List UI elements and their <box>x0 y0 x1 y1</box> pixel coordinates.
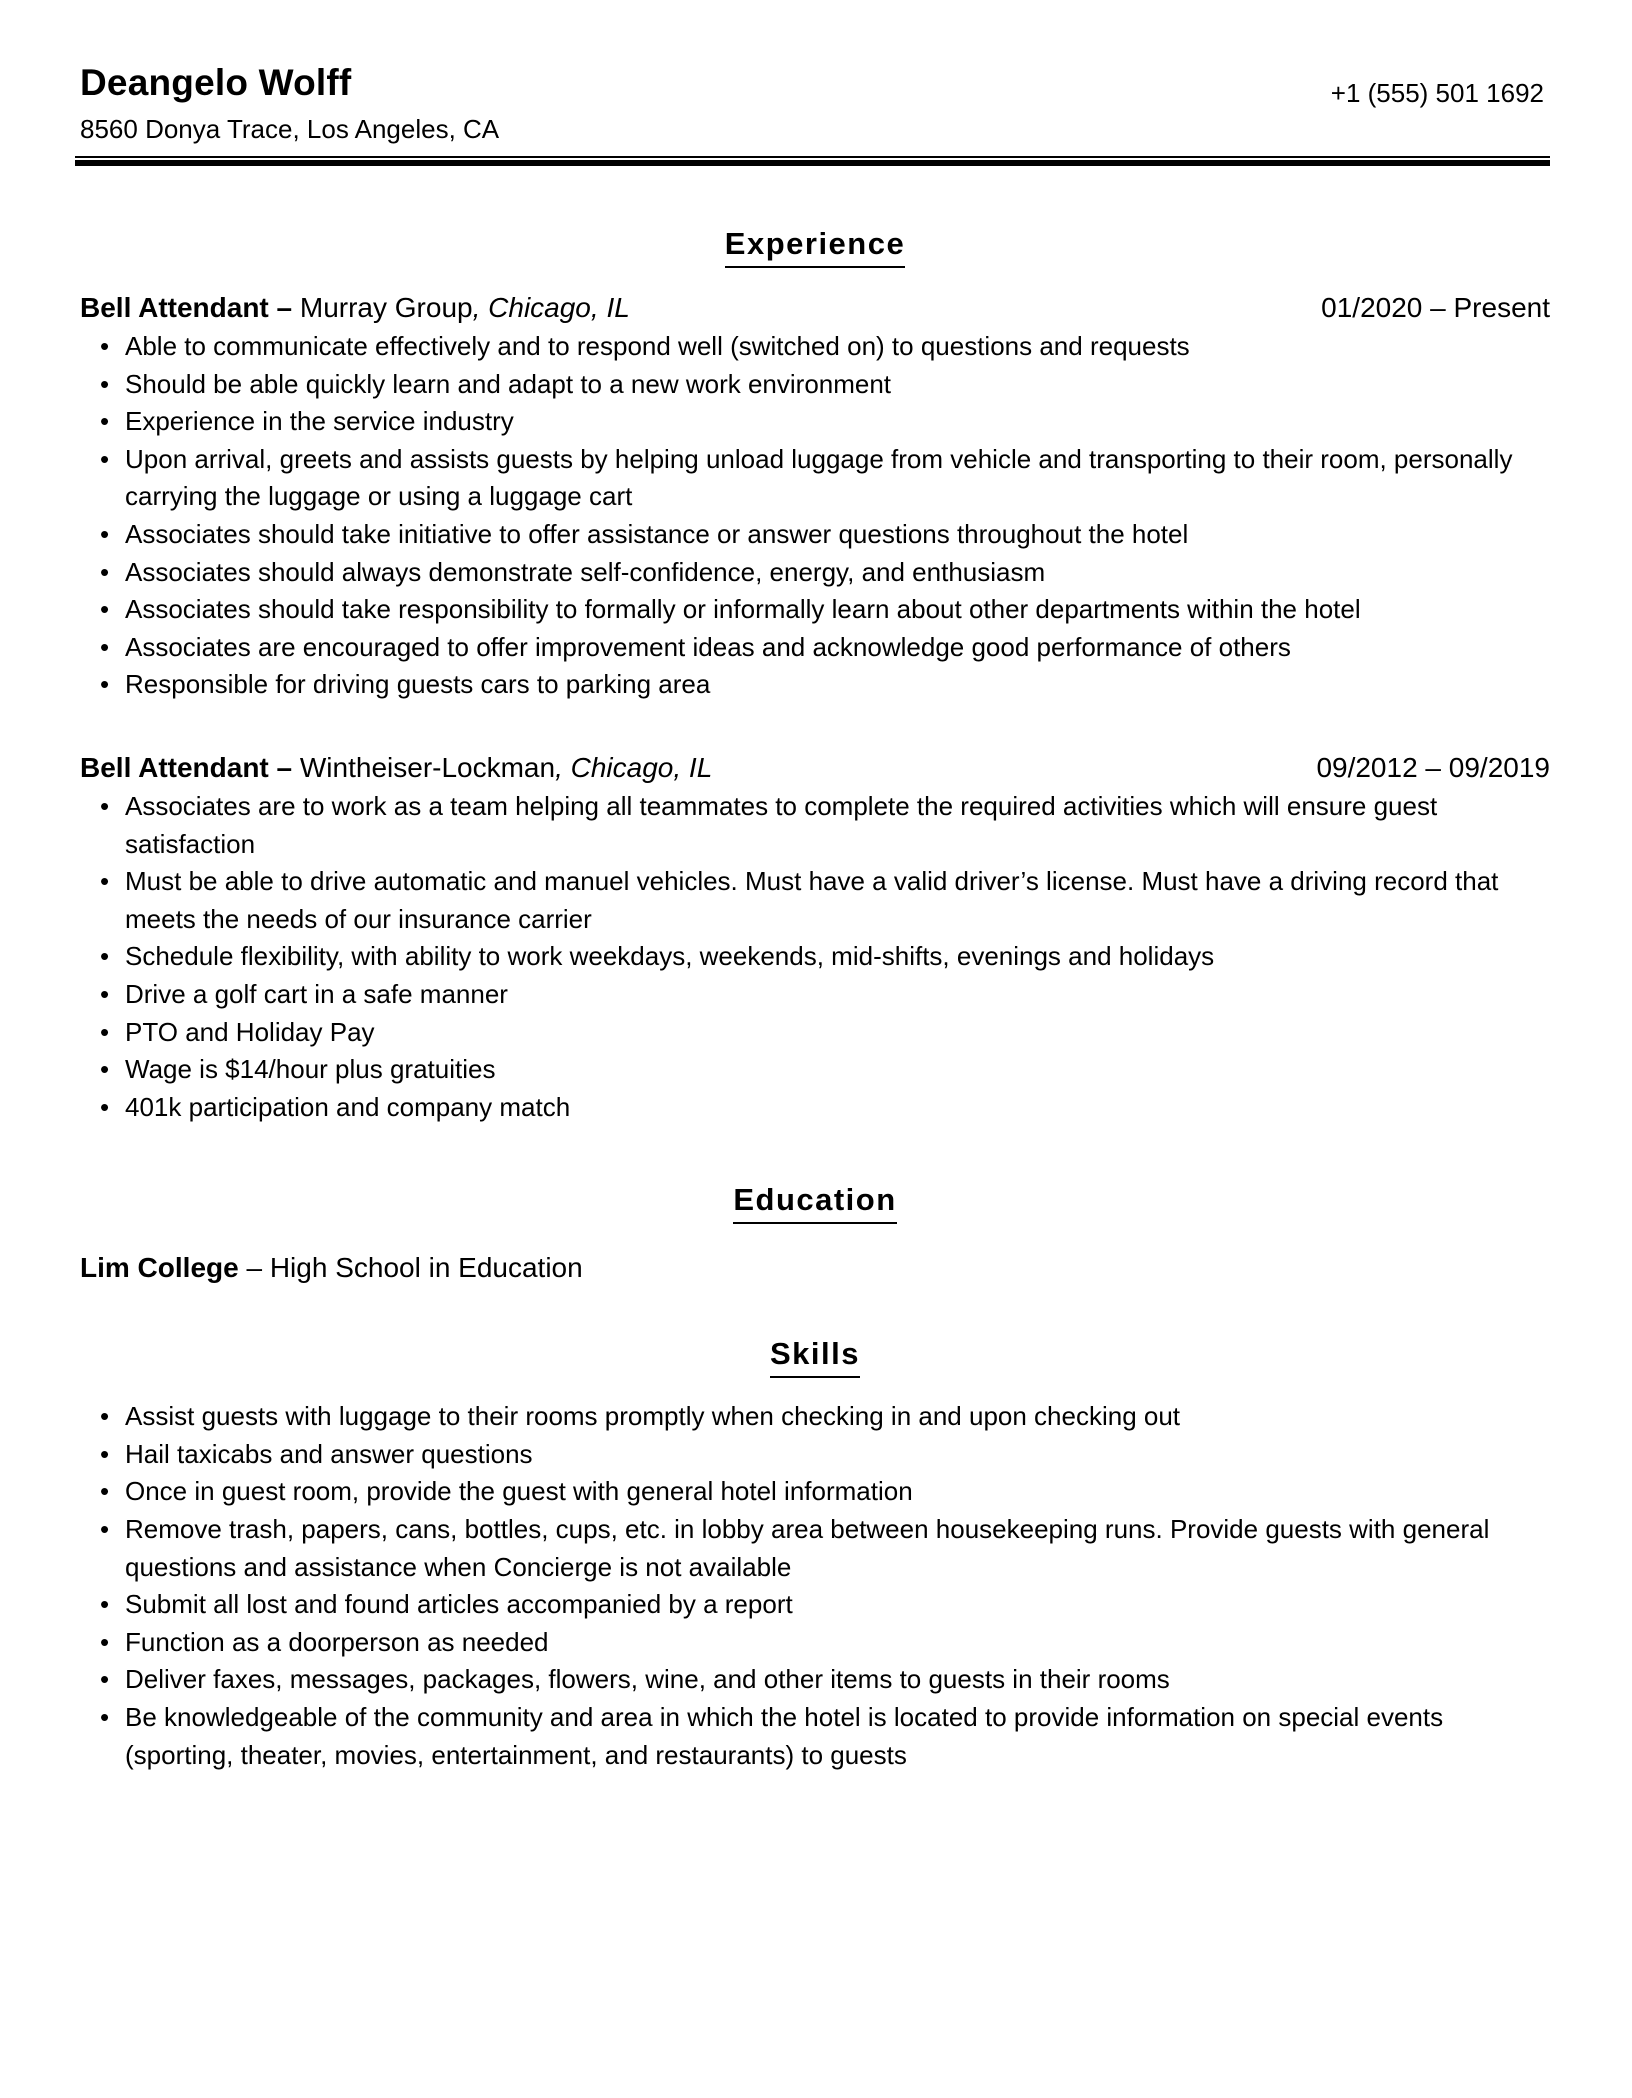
skill-item: • Assist guests with luggage to their rooms promptly when checking in and upon checking out <box>125 1398 1550 1436</box>
degree: – High School in Education <box>238 1252 583 1284</box>
job-bullets <box>80 328 1550 704</box>
job-bullet-item: • Associates should take initiative to offer assistance or answer questions throughout the hotel <box>125 516 1550 554</box>
school-name: Lim College <box>80 1252 239 1284</box>
job-dates: 01/2020 – Present <box>1321 292 1550 323</box>
candidate-name: Deangelo Wolff <box>80 62 352 103</box>
job-header <box>80 748 1550 788</box>
job-bullet-item: • Should be able quickly learn and adapt to a new work environment <box>125 366 1550 404</box>
job-bullet-item: • Associates should always demonstrate self-confidence, energy, and enthusiasm <box>125 554 1550 592</box>
job-company: Murray Group <box>299 292 473 323</box>
job-bullet-item: • Wage is $14/hour plus gratuities <box>125 1051 1550 1089</box>
skill-item: • Deliver faxes, messages, packages, flowers, wine, and other items to guests in their rooms <box>125 1661 1550 1699</box>
job-company: Wintheiser-Lockman <box>299 751 556 783</box>
header-divider <box>75 156 1550 166</box>
education-entry <box>80 1248 1550 1288</box>
job-bullet-item: • Schedule flexibility, with ability to work weekdays, weekends, mid-shifts, evenings and holidays <box>125 938 1550 976</box>
section-title-experience: Experience <box>80 224 1550 268</box>
job-bullet-item: • 401k participation and company match <box>125 1089 1550 1127</box>
job-bullet-item: • Upon arrival, greets and assists guests by helping unload luggage from vehicle and transporting to their room, personally carrying the luggage or using a luggage cart <box>125 441 1550 516</box>
job-bullet-item: • Responsible for driving guests cars to parking area <box>125 666 1550 704</box>
skill-item: • Remove trash, papers, cans, bottles, cups, etc. in lobby area between housekeeping runs. Provide guests with general questions and assistance when Concierge is not available <box>125 1511 1550 1586</box>
experience-section <box>80 224 1550 1126</box>
job-bullet-item: • Associates are to work as a team helping all teammates to complete the required activities which will ensure guest satisfaction <box>125 788 1550 863</box>
candidate-phone: +1 (555) 501 1692 <box>1330 78 1544 108</box>
job-location: , Chicago, IL <box>472 292 630 323</box>
section-title-education: Education <box>80 1180 1550 1224</box>
job-dates: 09/2012 – 09/2019 <box>1316 751 1550 783</box>
resume-header <box>80 0 1550 168</box>
job-bullet-item: • Able to communicate effectively and to respond well (switched on) to questions and requests <box>125 328 1550 366</box>
skills-list <box>80 1398 1550 1774</box>
job-title: Bell Attendant – <box>80 751 293 783</box>
job-bullet-item: • Drive a golf cart in a safe manner <box>125 976 1550 1014</box>
skill-item: • Once in guest room, provide the guest with general hotel information <box>125 1473 1550 1511</box>
education-section <box>80 1180 1550 1288</box>
job-entry <box>80 288 1550 704</box>
job-bullet-item: • Associates are encouraged to offer improvement ideas and acknowledge good performance of others <box>125 629 1550 667</box>
skills-section <box>80 1334 1550 1774</box>
job-header <box>80 288 1550 328</box>
job-bullet-item: • Must be able to drive automatic and manuel vehicles. Must have a valid driver’s license. Must have a driving record that meets the needs of our insurance carrier <box>125 863 1550 938</box>
job-bullet-item: • Associates should take responsibility to formally or informally learn about other departments within the hotel <box>125 591 1550 629</box>
skill-item: • Hail taxicabs and answer questions <box>125 1436 1550 1474</box>
skill-item: • Submit all lost and found articles accompanied by a report <box>125 1586 1550 1624</box>
candidate-address: 8560 Donya Trace, Los Angeles, CA <box>80 114 500 144</box>
job-bullet-item: • Experience in the service industry <box>125 403 1550 441</box>
section-title-skills: Skills <box>80 1334 1550 1378</box>
job-bullet-item: • PTO and Holiday Pay <box>125 1014 1550 1052</box>
resume-page <box>80 0 1550 1774</box>
job-bullets <box>80 788 1550 1126</box>
job-entry <box>80 748 1550 1126</box>
skill-item: • Function as a doorperson as needed <box>125 1624 1550 1662</box>
job-title: Bell Attendant – <box>80 292 293 323</box>
skill-item: • Be knowledgeable of the community and area in which the hotel is located to provide information on special events (sporting, theater, movies, entertainment, and restaurants) to guests <box>125 1699 1550 1774</box>
job-location: , Chicago, IL <box>555 751 713 783</box>
